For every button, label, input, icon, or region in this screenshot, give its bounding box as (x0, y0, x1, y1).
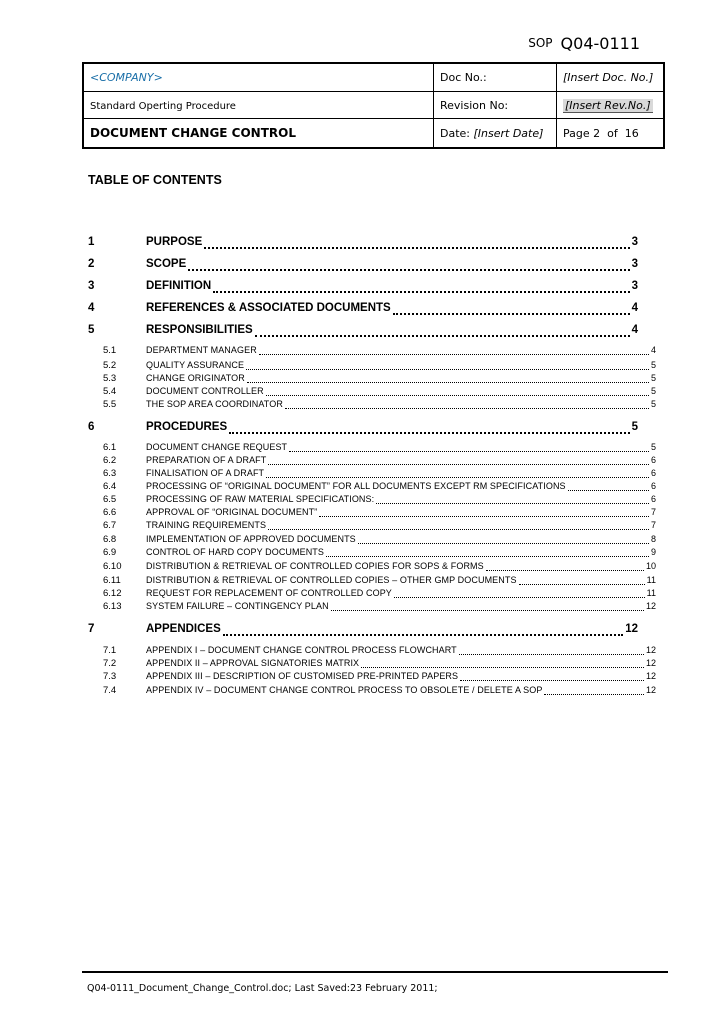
revision-value: [Insert Rev.No.] (565, 98, 651, 112)
footer-filename: Q04-0111_Document_Change_Control.doc; Last Saved:23 February 2011; (87, 983, 438, 994)
toc-dot-leader (326, 556, 649, 557)
toc-dot-leader (268, 529, 649, 530)
document-title: DOCUMENT CHANGE CONTROL (90, 126, 296, 140)
toc-entry-number: 2 (88, 258, 95, 270)
toc-entry-page: 4 (650, 345, 656, 355)
toc-dot-leader (289, 451, 649, 452)
toc-entry-page: 5 (650, 386, 656, 396)
toc-entry-number: 3 (88, 280, 95, 292)
toc-entry-number: 6.5 (103, 494, 117, 505)
toc-dot-leader (361, 667, 644, 668)
toc-entry-page: 7 (650, 507, 656, 517)
toc-entry-number: 6.3 (103, 468, 117, 479)
toc-entry-title: CONTROL OF HARD COPY DOCUMENTS (146, 547, 325, 557)
toc-entry-page: 11 (646, 588, 656, 598)
toc-dot-leader (268, 464, 649, 465)
toc-entry-number: 6.10 (103, 561, 122, 572)
toc-entry-title: FINALISATION OF A DRAFT (146, 468, 265, 478)
page-total: 16 (624, 126, 639, 140)
footer-divider (82, 971, 668, 973)
toc-entry-page: 5 (650, 399, 656, 409)
toc-entry-page: 5 (631, 421, 638, 433)
toc-entry-title: APPENDICES (146, 623, 221, 635)
company-placeholder: <COMPANY> (90, 71, 163, 84)
toc-entry-title: PURPOSE (146, 236, 203, 248)
toc-entry-page: 6 (650, 455, 656, 465)
toc-dot-leader (376, 503, 649, 504)
date-value: [Insert Date] (473, 126, 544, 140)
toc-entry-number: 6.4 (103, 481, 117, 492)
toc-entry-title: PROCESSING OF “ORIGINAL DOCUMENT” FOR ALL DOCUMENTS EXCEPT RM SPECIFICATIONS (146, 481, 566, 491)
toc-entry-title: IMPLEMENTATION OF APPROVED DOCUMENTS (146, 534, 356, 544)
toc-entry-title: THE SOP AREA COORDINATOR (146, 399, 283, 409)
toc-dot-leader (486, 570, 644, 571)
toc-entry-page: 3 (631, 280, 638, 292)
toc-entry-title: SCOPE (146, 258, 187, 270)
toc-entry-number: 6 (88, 421, 95, 433)
toc-entry-title: APPENDIX I – DOCUMENT CHANGE CONTROL PROCESS FLOWCHART (146, 645, 457, 655)
toc-entry-page: 12 (625, 623, 638, 635)
toc-dot-leader (544, 694, 644, 695)
toc-entry-number: 5 (88, 324, 95, 336)
toc-entry-number: 6.7 (103, 520, 117, 531)
toc-entry-page: 11 (646, 575, 656, 585)
toc-entry-page: 6 (650, 494, 656, 504)
toc-entry-number: 6.8 (103, 534, 117, 545)
toc-dot-leader (459, 654, 644, 655)
toc-entry-page: 8 (650, 534, 656, 544)
toc-dot-leader (266, 477, 649, 478)
toc-dot-leader (259, 354, 649, 355)
toc-entry-page: 5 (650, 373, 656, 383)
toc-entry-title: APPENDIX II – APPROVAL SIGNATORIES MATRIX (146, 658, 360, 668)
toc-entry-title: PROCEDURES (146, 421, 228, 433)
toc-entry-page: 5 (650, 360, 656, 370)
sop-identifier (528, 34, 640, 53)
toc-entry-page: 6 (650, 481, 656, 491)
toc-dot-leader (246, 369, 649, 370)
toc-entry-page: 3 (631, 258, 638, 270)
toc-entry-page: 4 (631, 302, 638, 314)
document-header-table (82, 62, 665, 149)
toc-dot-leader (519, 584, 645, 585)
toc-entry-page: 9 (650, 547, 656, 557)
toc-entry-title: PROCESSING OF RAW MATERIAL SPECIFICATIONS: (146, 494, 375, 504)
toc-entry-page: 12 (645, 645, 656, 655)
toc-entry-page: 12 (645, 671, 656, 681)
toc-dot-leader (229, 432, 630, 434)
toc-dot-leader (255, 335, 630, 337)
toc-dot-leader (568, 490, 649, 491)
toc-entry-title: DOCUMENT CHANGE REQUEST (146, 442, 288, 452)
toc-entry-number: 5.2 (103, 360, 117, 371)
sop-code: Q04-0111 (560, 34, 640, 53)
toc-entry-title: QUALITY ASSURANCE (146, 360, 245, 370)
toc-entry-title: APPENDIX III – DESCRIPTION OF CUSTOMISED PRE-PRINTED PAPERS (146, 671, 459, 681)
toc-entry-page: 12 (645, 601, 656, 611)
toc-entry-title: CHANGE ORIGINATOR (146, 373, 245, 383)
revision-label: Revision No: (440, 98, 509, 112)
toc-dot-leader (393, 313, 630, 315)
toc-entry-page: 4 (631, 324, 638, 336)
doc-no-value: [Insert Doc. No.] (563, 71, 654, 84)
toc-entry-number: 6.6 (103, 507, 117, 518)
toc-dot-leader (394, 597, 645, 598)
page-number: Page 2 (563, 126, 601, 140)
toc-dot-leader (247, 382, 649, 383)
toc-dot-leader (204, 247, 630, 249)
toc-entry-title: DISTRIBUTION & RETRIEVAL OF CONTROLLED COPIES – OTHER GMP DOCUMENTS (146, 575, 517, 585)
toc-entry-title: DEPARTMENT MANAGER (146, 345, 257, 355)
doc-no-label: Doc No.: (440, 71, 487, 84)
toc-entry-page: 12 (645, 658, 656, 668)
toc-entry-page: 5 (650, 442, 656, 452)
toc-entry-number: 4 (88, 302, 95, 314)
toc-entry-number: 6.11 (103, 575, 121, 586)
toc-dot-leader (285, 408, 649, 409)
toc-entry-page: 10 (645, 561, 656, 571)
toc-entry-title: PREPARATION OF A DRAFT (146, 455, 267, 465)
toc-dot-leader (319, 516, 649, 517)
toc-dot-leader (460, 680, 644, 681)
toc-entry-title: APPROVAL OF “ORIGINAL DOCUMENT” (146, 507, 318, 517)
toc-dot-leader (213, 291, 630, 293)
toc-dot-leader (266, 395, 649, 396)
toc-entry-number: 5.3 (103, 373, 117, 384)
toc-entry-title: DOCUMENT CONTROLLER (146, 386, 264, 396)
toc-entry-page: 7 (650, 520, 656, 530)
toc-entry-title: REQUEST FOR REPLACEMENT OF CONTROLLED COPY (146, 588, 392, 598)
toc-entry-number: 7.1 (103, 645, 117, 656)
toc-entry-number: 6.13 (103, 601, 122, 612)
toc-entry-number: 6.1 (103, 442, 117, 453)
toc-entry-title: REFERENCES & ASSOCIATED DOCUMENTS (146, 302, 391, 314)
toc-dot-leader (358, 543, 649, 544)
toc-dot-leader (188, 269, 630, 271)
toc-entry-number: 5.1 (103, 345, 117, 356)
toc-entry-page: 3 (631, 236, 638, 248)
toc-entry-number: 5.4 (103, 386, 117, 397)
page-of: of (607, 126, 618, 140)
toc-entry-number: 1 (88, 236, 95, 248)
toc-entry-title: DISTRIBUTION & RETRIEVAL OF CONTROLLED COPIES FOR SOPS & FORMS (146, 561, 484, 571)
toc-dot-leader (331, 610, 644, 611)
sop-label: SOP (528, 36, 553, 50)
toc-entry-number: 6.12 (103, 588, 122, 599)
toc-entry-number: 6.2 (103, 455, 117, 466)
toc-heading: TABLE OF CONTENTS (88, 173, 222, 187)
toc-entry-number: 7.3 (103, 671, 117, 682)
toc-entry-number: 7 (88, 623, 95, 635)
procedure-type: Standard Operting Procedure (90, 100, 236, 112)
date-label: Date: (440, 126, 470, 140)
toc-entry-number: 5.5 (103, 399, 117, 410)
toc-entry-title: DEFINITION (146, 280, 212, 292)
toc-entry-title: TRAINING REQUIREMENTS (146, 520, 267, 530)
toc-entry-number: 6.9 (103, 547, 117, 558)
toc-entry-title: SYSTEM FAILURE – CONTINGENCY PLAN (146, 601, 329, 611)
toc-entry-number: 7.4 (103, 685, 117, 696)
toc-entry-number: 7.2 (103, 658, 117, 669)
toc-entry-page: 6 (650, 468, 656, 478)
toc-entry-title: RESPONSIBILITIES (146, 324, 253, 336)
toc-entry-title: APPENDIX IV – DOCUMENT CHANGE CONTROL PROCESS TO OBSOLETE / DELETE A SOP (146, 685, 543, 695)
toc-dot-leader (223, 634, 623, 636)
toc-entry-page: 12 (645, 685, 656, 695)
